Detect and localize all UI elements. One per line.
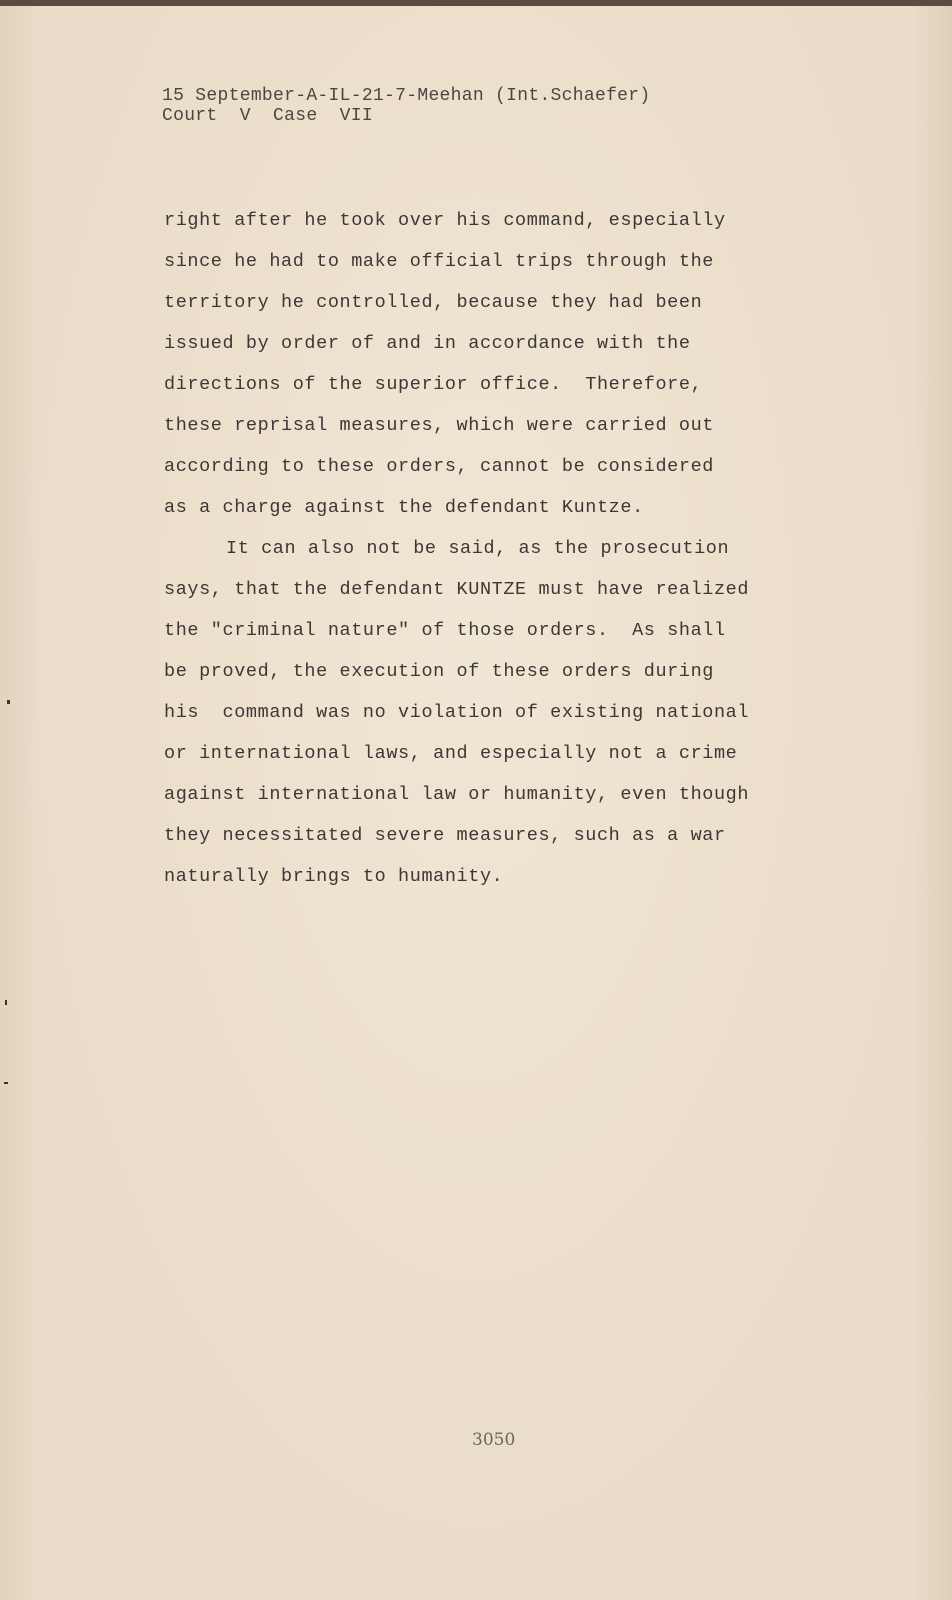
page-number: 3050	[472, 1430, 516, 1450]
body-line: or international laws, and especially not a crime	[164, 743, 738, 764]
body-line: right after he took over his command, especially	[164, 210, 726, 231]
header-line-date-reference: 15 September-A-IL-21-7-Meehan (Int.Schaefer)	[162, 86, 651, 106]
header-line-court-case: Court V Case VII	[162, 106, 373, 126]
document-header	[162, 86, 650, 126]
body-line: these reprisal measures, which were carried out	[164, 415, 714, 436]
body-line: against international law or humanity, even though	[164, 784, 750, 805]
body-line: the "criminal nature" of those orders. As shall	[164, 620, 726, 641]
body-line: as a charge against the defendant Kuntze.	[164, 497, 644, 518]
edge-speck	[7, 700, 10, 704]
body-line: his command was no violation of existing national	[164, 702, 750, 723]
body-line: according to these orders, cannot be considered	[164, 456, 714, 477]
body-line: directions of the superior office. Therefore,	[164, 374, 703, 395]
document-body	[164, 200, 804, 897]
body-line: since he had to make official trips through the	[164, 251, 714, 272]
body-line: naturally brings to humanity.	[164, 866, 504, 887]
body-line: says, that the defendant KUNTZE must have realized	[164, 579, 750, 600]
edge-speck	[4, 1082, 8, 1084]
body-line: territory he controlled, because they had been	[164, 292, 703, 313]
body-line: be proved, the execution of these orders during	[164, 661, 714, 682]
body-line: issued by order of and in accordance with the	[164, 333, 691, 354]
body-line-paragraph-start: It can also not be said, as the prosecution	[226, 538, 730, 559]
edge-speck	[5, 1000, 7, 1005]
body-line: they necessitated severe measures, such as a war	[164, 825, 726, 846]
